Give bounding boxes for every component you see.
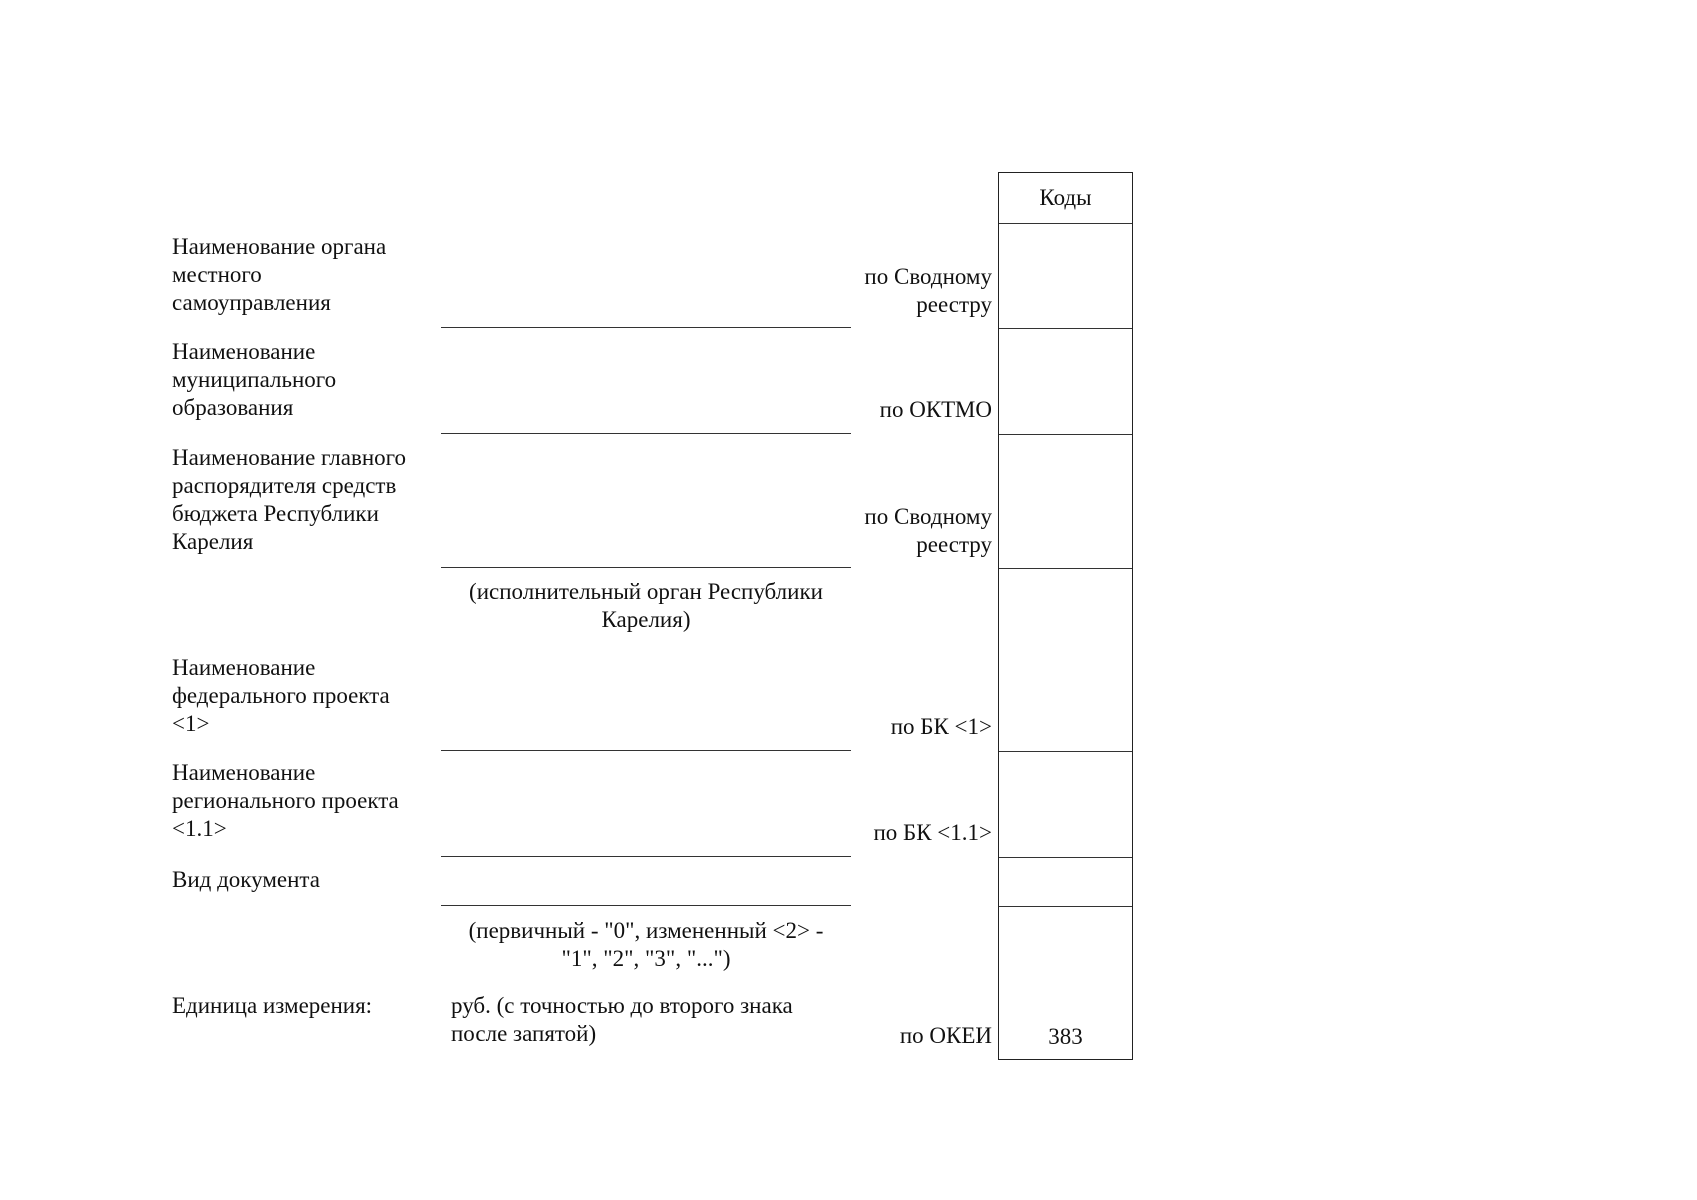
codes-divider bbox=[999, 223, 1132, 224]
document-type-caption: (первичный - "0", измененный <2> - "1", "2", "3", "...") bbox=[468, 918, 824, 971]
local-gov-label: Наименование органа местного самоуправления bbox=[172, 234, 387, 315]
municipality-label: Наименование муниципального образования bbox=[172, 339, 337, 420]
federal-project-code-label: по БК <1> bbox=[890, 714, 992, 739]
local-gov-field-line[interactable] bbox=[441, 327, 851, 328]
chief-administrator-caption: (исполнительный орган Республики Карелия) bbox=[469, 579, 823, 632]
codes-divider bbox=[999, 328, 1132, 329]
municipality-field-line[interactable] bbox=[441, 433, 851, 434]
document-type-field-line[interactable] bbox=[441, 905, 851, 906]
chief-administrator-label: Наименование главного распорядителя средств бюджета Республики Карелия bbox=[172, 445, 407, 554]
codes-divider bbox=[999, 857, 1132, 858]
codes-divider bbox=[999, 906, 1132, 907]
codes-column bbox=[998, 172, 1133, 1060]
local-gov-code-label: по Сводному реестру bbox=[864, 264, 992, 317]
okei-code-value: 383 bbox=[1048, 1024, 1083, 1049]
regional-project-code-label: по БК <1.1> bbox=[873, 820, 992, 845]
codes-divider bbox=[999, 751, 1132, 752]
regional-project-label: Наименование регионального проекта <1.1> bbox=[172, 760, 399, 841]
chief-administrator-field-line[interactable] bbox=[441, 567, 851, 568]
codes-divider bbox=[999, 568, 1132, 569]
codes-header: Коды bbox=[1039, 185, 1092, 210]
federal-project-field-line[interactable] bbox=[441, 750, 851, 751]
municipality-code-label: по ОКТМО bbox=[879, 397, 992, 422]
regional-project-field-line[interactable] bbox=[441, 856, 851, 857]
unit-label: Единица измерения: bbox=[172, 993, 373, 1018]
unit-value: руб. (с точностью до второго знака после запятой) bbox=[451, 993, 793, 1046]
unit-code-label: по ОКЕИ bbox=[899, 1023, 992, 1048]
federal-project-label: Наименование федерального проекта <1> bbox=[172, 655, 390, 736]
chief-administrator-code-label: по Сводному реестру bbox=[864, 504, 992, 557]
codes-divider bbox=[999, 434, 1132, 435]
document-type-label: Вид документа bbox=[172, 867, 320, 892]
